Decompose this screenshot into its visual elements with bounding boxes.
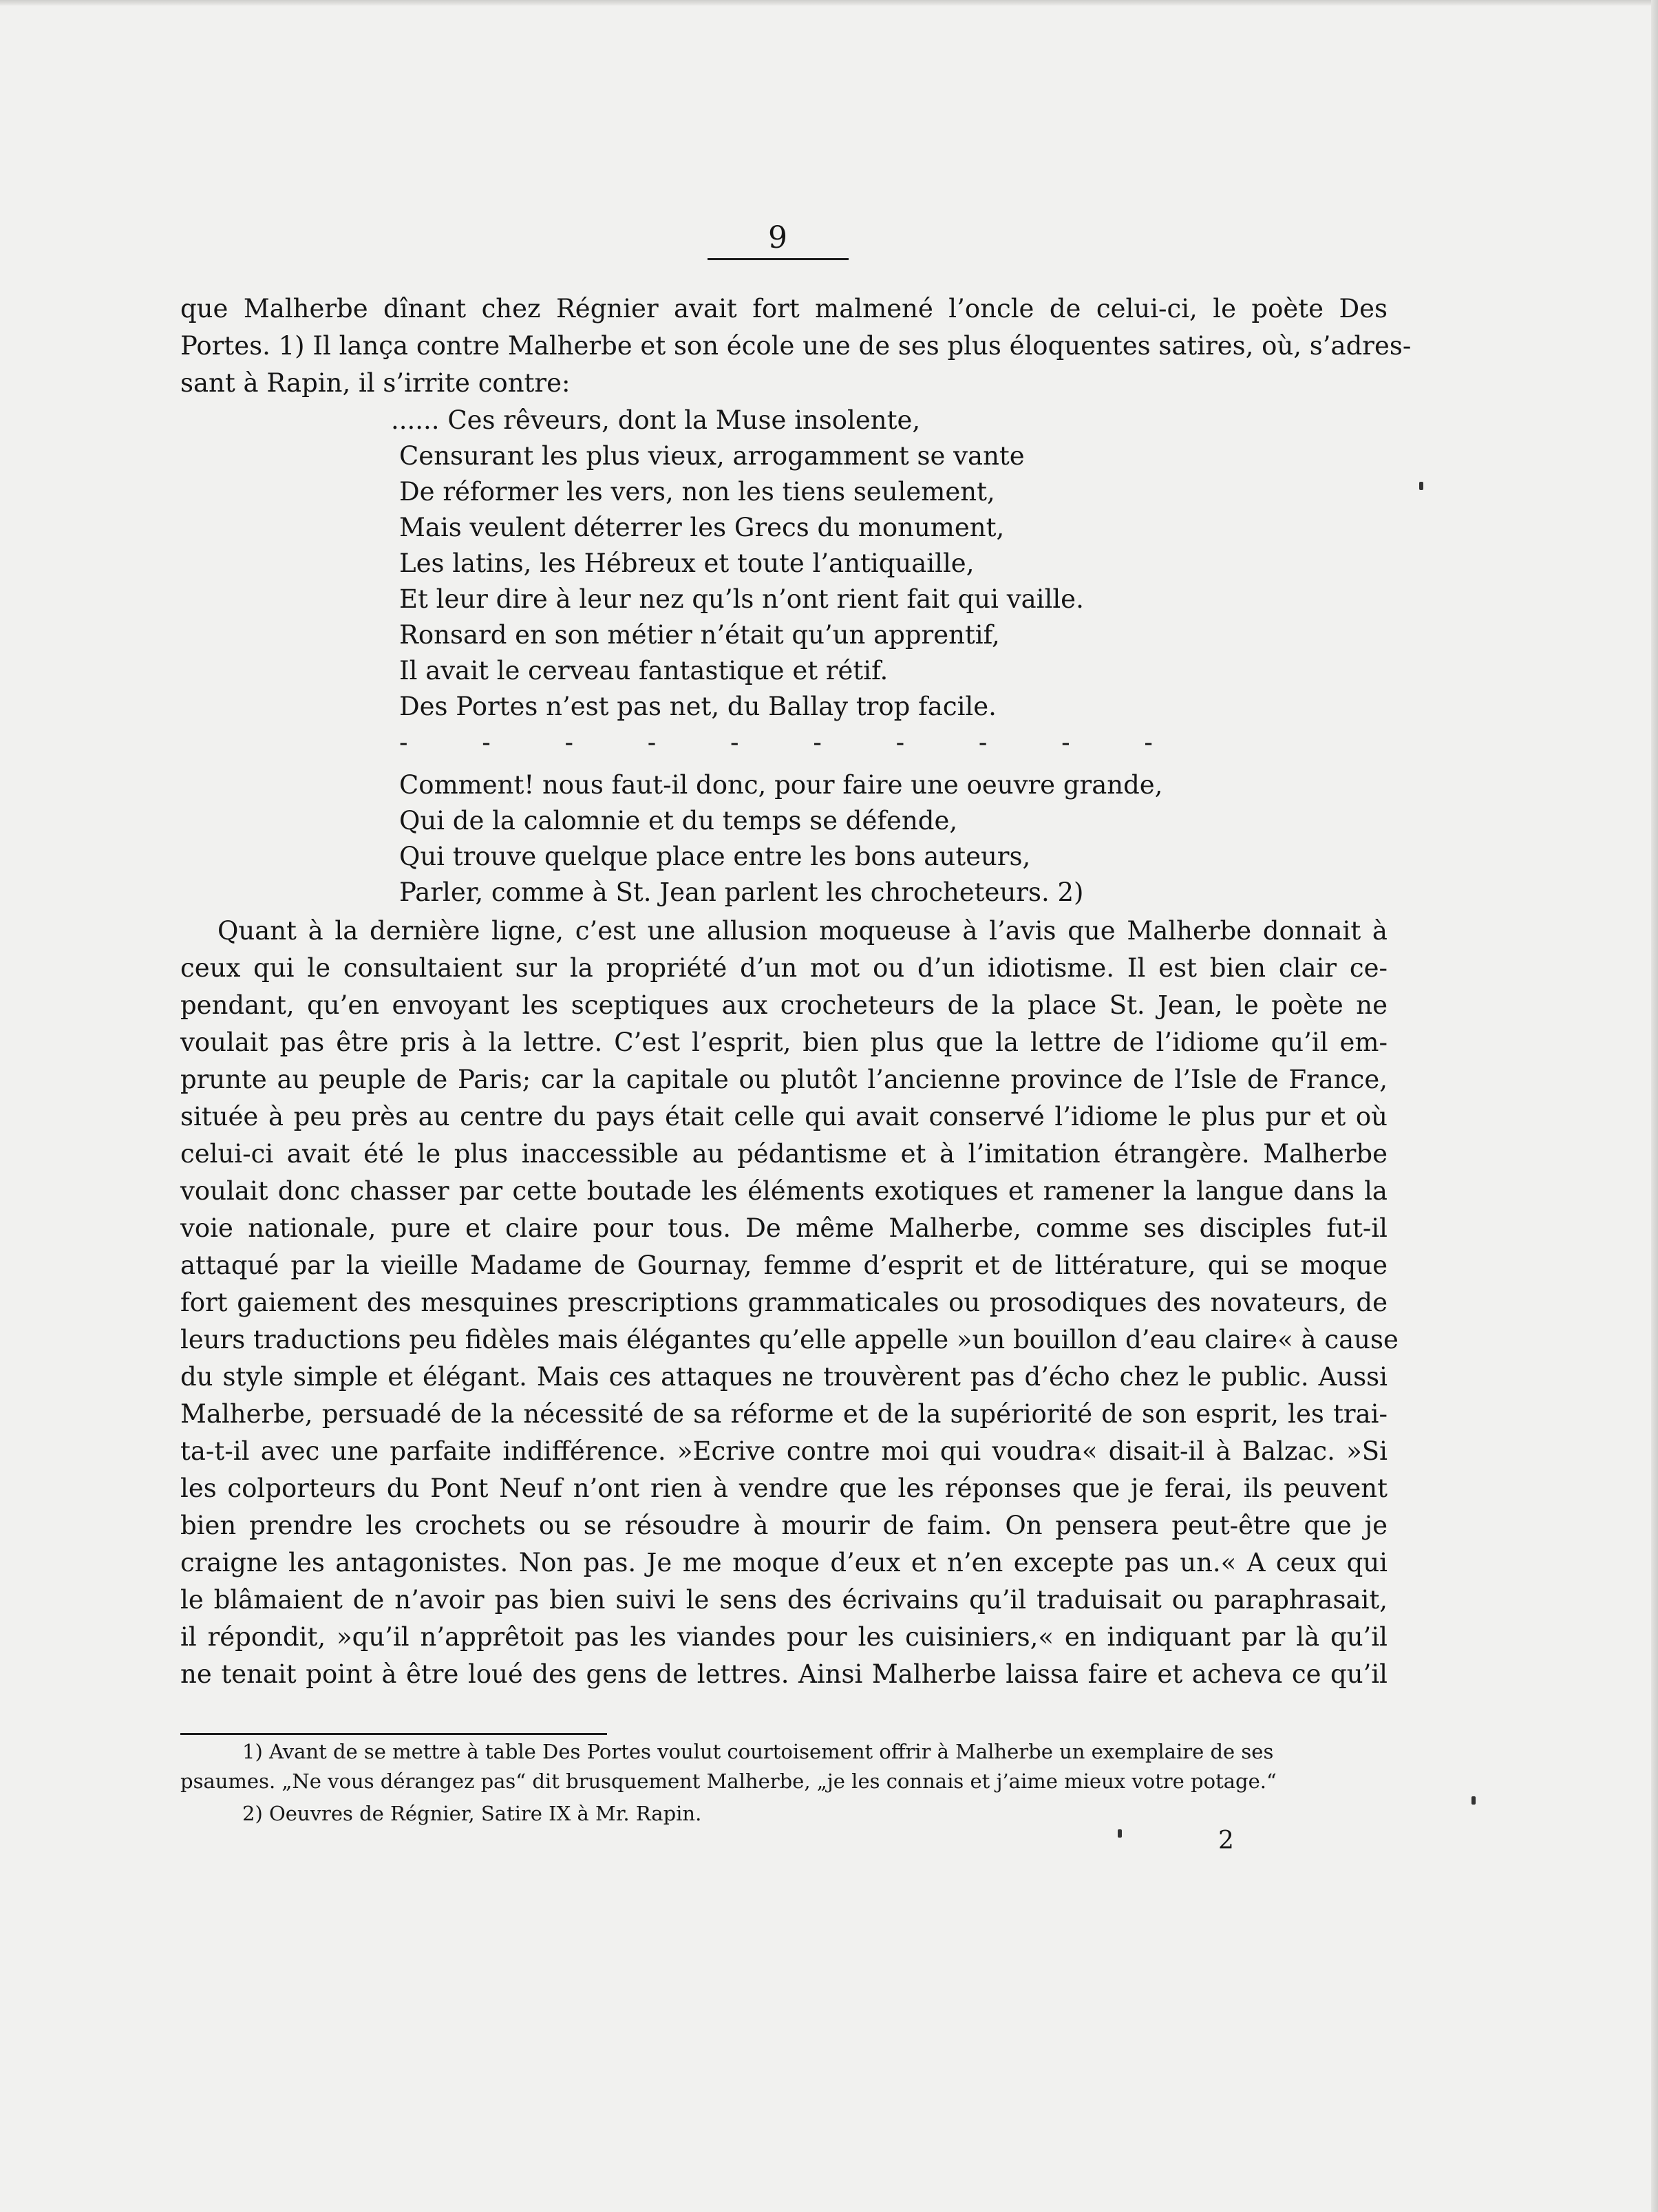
scan-speck (1471, 1796, 1476, 1805)
verse-line: Ronsard en son métier n’était qu’un apprentif, (399, 620, 1000, 650)
verse-line: Il avait le cerveau fantastique et rétif. (399, 656, 889, 685)
text-line: Portes. 1) Il lança contre Malherbe et son école une de ses plus éloquentes satires, où, s’adres- (180, 331, 1412, 361)
text-line: voulait donc chasser par cette boutade les éléments exotiques et ramener la langue dans la (180, 1176, 1388, 1206)
text-line: pendant, qu’en envoyant les sceptiques aux crocheteurs de la place St. Jean, le poète ne (180, 990, 1388, 1020)
verse-line: Parler, comme à St. Jean parlent les chrocheteurs. 2) (399, 878, 1084, 907)
text-line: les colporteurs du Pont Neuf n’ont rien à vendre que les réponses que je ferai, ils peuvent (180, 1474, 1388, 1503)
text-line: Quant à la dernière ligne, c’est une allusion moqueuse à l’avis que Malherbe donnait à (217, 916, 1388, 946)
footnote-1-continued: psaumes. „Ne vous dérangez pas“ dit brusquement Malherbe, „je les connais et j’aime mieux votre potage.“ (180, 1769, 1277, 1793)
text-line: le blâmaient de n’avoir pas bien suivi le sens des écrivains qu’il traduisait ou paraphrasait, (180, 1585, 1388, 1615)
text-line: celui-ci avait été le plus inaccessible au pédantisme et à l’imitation étrangère. Malherbe (180, 1139, 1388, 1169)
footnote-rule (180, 1733, 607, 1735)
page-number: 9 (768, 220, 787, 255)
scan-speck (1419, 482, 1423, 490)
text-line: leurs traductions peu fidèles mais élégantes qu’elle appelle »un bouillon d’eau claire« à cause (180, 1325, 1399, 1354)
verse-line: De réformer les vers, non les tiens seulement, (399, 477, 995, 507)
text-line: prunte au peuple de Paris; car la capitale ou plutôt l’ancienne province de l’Isle de France, (180, 1065, 1388, 1094)
verse-line: Mais veulent déterrer les Grecs du monument, (399, 513, 1005, 542)
verse-line: Comment! nous faut-il donc, pour faire une oeuvre grande, (399, 770, 1163, 800)
verse-line: Censurant les plus vieux, arrogamment se vante (399, 441, 1025, 471)
text-line: il répondit, »qu’il n’apprêtoit pas les viandes pour les cuisiniers,« en indiquant par là qu’il (180, 1622, 1388, 1652)
text-line: située à peu près au centre du pays était celle qui avait conservé l’idiome le plus pur et où (180, 1102, 1388, 1131)
signature-mark: 2 (1218, 1827, 1234, 1855)
text-line: ceux qui le consultaient sur la propriété d’un mot ou d’un idiotisme. Il est bien clair ce- (180, 953, 1388, 983)
verse-separator: - - - - - - - - - - (399, 727, 1186, 757)
scan-right-edge (1651, 0, 1658, 2212)
verse-line: Qui de la calomnie et du temps se défende, (399, 806, 958, 836)
scan-speck (1118, 1829, 1122, 1838)
text-line: sant à Rapin, il s’irrite contre: (180, 368, 571, 398)
text-line: voulait pas être pris à la lettre. C’est l’esprit, bien plus que la lettre de l’idiome qu’il em- (180, 1028, 1388, 1057)
page-number-rule (708, 258, 849, 260)
text-line: bien prendre les crochets ou se résoudre à mourir de faim. On pensera peut-être que je (180, 1511, 1388, 1540)
verse-line: Les latins, les Hébreux et toute l’antiquaille, (399, 549, 975, 578)
text-line: attaqué par la vieille Madame de Gournay, femme d’esprit et de littérature, qui se moque (180, 1251, 1388, 1280)
footnote-2: 2) Oeuvres de Régnier, Satire IX à Mr. Rapin. (242, 1802, 702, 1825)
text-line: ta-t-il avec une parfaite indifférence. »Ecrive contre moi qui voudra« disait-il à Balzac. »Si (180, 1436, 1388, 1466)
verse-line: Qui trouve quelque place entre les bons auteurs, (399, 842, 1031, 871)
verse-line: Et leur dire à leur nez qu’ls n’ont rient fait qui vaille. (399, 584, 1084, 614)
text-line: Malherbe, persuadé de la nécessité de sa réforme et de la supériorité de son esprit, les trai- (180, 1399, 1388, 1429)
footnote-1: 1) Avant de se mettre à table Des Portes voulut courtoisement offrir à Malherbe un exemplaire de ses (242, 1740, 1274, 1763)
verse-line: Des Portes n’est pas net, du Ballay trop facile. (399, 692, 997, 721)
text-line: que Malherbe dînant chez Régnier avait fort malmené l’oncle de celui-ci, le poète Des (180, 294, 1388, 323)
text-line: du style simple et élégant. Mais ces attaques ne trouvèrent pas d’écho chez le public. Aussi (180, 1362, 1388, 1392)
text-line: voie nationale, pure et claire pour tous. De même Malherbe, comme ses disciples fut-il (180, 1213, 1388, 1243)
text-line: fort gaiement des mesquines prescriptions grammaticales ou prosodiques des novateurs, de (180, 1288, 1388, 1317)
text-line: ne tenait point à être loué des gens de lettres. Ainsi Malherbe laissa faire et acheva ce qu’il (180, 1659, 1388, 1689)
text-line: craigne les antagonistes. Non pas. Je me moque d’eux et n’en excepte pas un.« A ceux qui (180, 1548, 1388, 1577)
scan-top-edge (0, 0, 1658, 6)
verse-line: ...... Ces rêveurs, dont la Muse insolente, (391, 405, 921, 435)
